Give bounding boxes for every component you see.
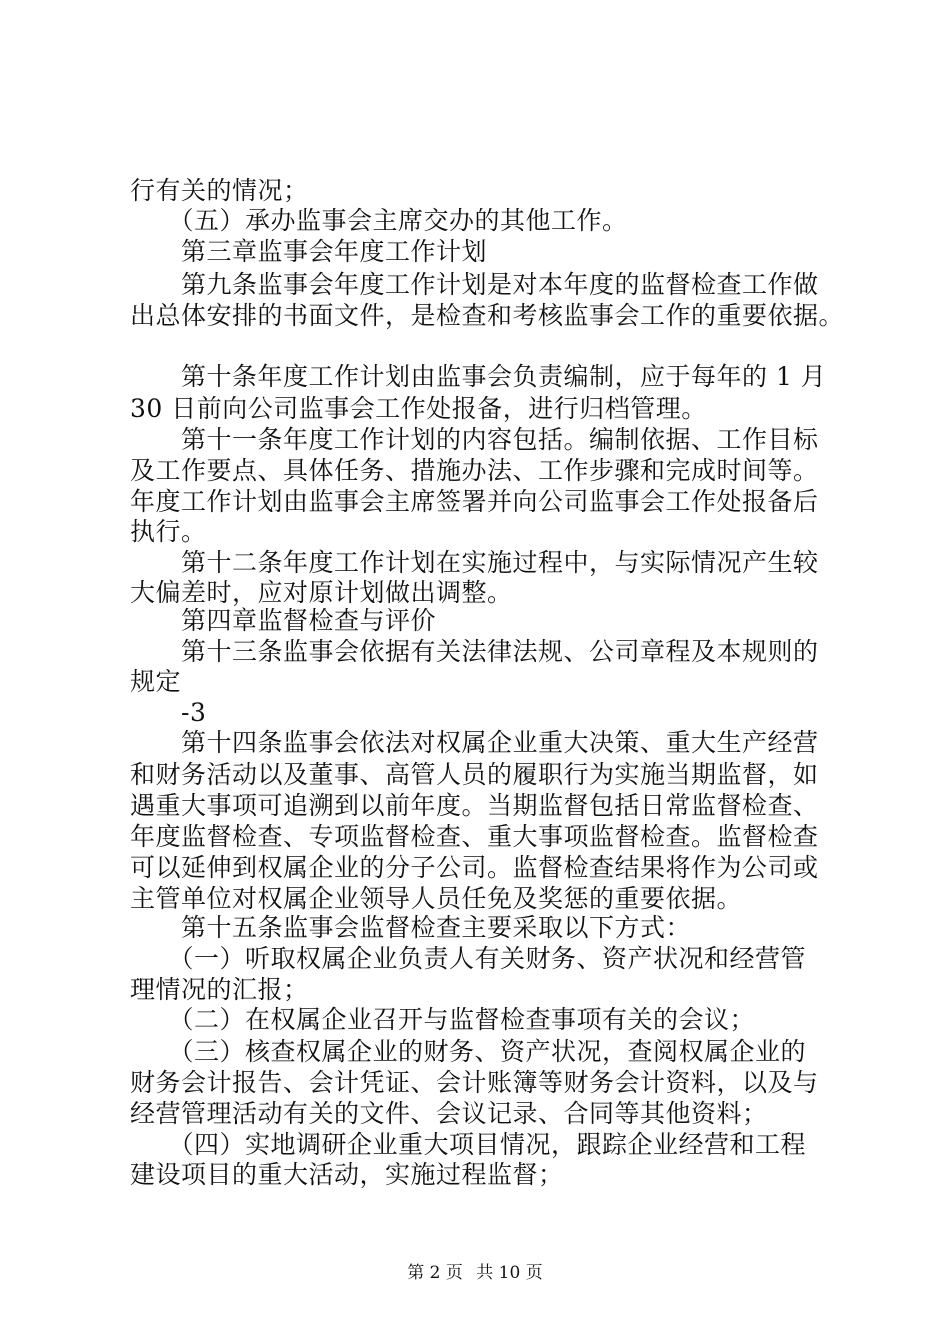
text-line: 第十四条监事会依法对权属企业重大决策、重大生产经营 — [130, 728, 819, 757]
text-line: 第十二条年度工作计划在实施过程中，与实际情况产生较 — [130, 548, 819, 577]
text-line: 年度监督检查、专项监督检查、重大事项监督检查。监督检查 — [130, 822, 819, 851]
text-line: 经营管理活动有关的文件、会议记录、合同等其他资料； — [130, 1099, 768, 1128]
text-line: 30 日前向公司监事会工作处报备，进行归档管理。 — [130, 394, 707, 423]
page-number: 第 2 页 — [407, 1263, 463, 1283]
text-line: 第十五条监事会监督检查主要采取以下方式： — [130, 913, 692, 942]
text-line: 第十三条监事会依据有关法律法规、公司章程及本规则的 — [130, 637, 819, 666]
page-footer — [0, 1262, 950, 1284]
text-line: 出总体安排的书面文件，是检查和考核监事会工作的重要依据。 — [130, 301, 845, 330]
text-line: 财务会计报告、会计凭证、会计账簿等财务会计资料，以及与 — [130, 1068, 819, 1097]
text-line: 建设项目的重大活动，实施过程监督； — [130, 1160, 564, 1189]
text-line: 可以延伸到权属企业的分子公司。监督检查结果将作为公司或 — [130, 853, 819, 882]
text-line: 行有关的情况； — [130, 176, 309, 205]
text-line: 第九条监事会年度工作计划是对本年度的监督检查工作做 — [130, 270, 819, 299]
page-total: 共 10 页 — [476, 1263, 543, 1283]
chapter-heading: 第三章监事会年度工作计划 — [130, 237, 488, 266]
text-line: 规定 — [130, 667, 182, 696]
text-line: 和财务活动以及董事、高管人员的履职行为实施当期监督，如 — [130, 760, 819, 789]
text-line: 大偏差时，应对原计划做出调整。 — [130, 578, 513, 607]
text-line: （四）实地调研企业重大项目情况，跟踪企业经营和工程 — [130, 1130, 807, 1159]
page-marker: -3 — [130, 698, 207, 727]
text-line: 理情况的汇报； — [130, 975, 309, 1004]
text-line: 遇重大事项可追溯到以前年度。当期监督包括日常监督检查、 — [130, 791, 819, 820]
text-line: 第十一条年度工作计划的内容包括。编制依据、工作目标 — [130, 425, 819, 454]
text-line: （一）听取权属企业负责人有关财务、资产状况和经营管 — [130, 944, 807, 973]
text-line: 执行。 — [130, 517, 207, 546]
text-line: （三）核查权属企业的财务、资产状况，查阅权属企业的 — [130, 1037, 807, 1066]
text-line: （二）在权属企业召开与监督检查事项有关的会议； — [130, 1005, 756, 1034]
text-line: 及工作要点、具体任务、措施办法、工作步骤和完成时间等。 — [130, 456, 819, 485]
text-line: 主管单位对权属企业领导人员任免及奖惩的重要依据。 — [130, 884, 743, 913]
text-line: 第十条年度工作计划由监事会负责编制，应于每年的 1 月 — [130, 362, 827, 391]
text-line: 年度工作计划由监事会主席签署并向公司监事会工作处报备后 — [130, 487, 819, 516]
chapter-heading: 第四章监督检查与评价 — [130, 606, 437, 635]
text-line: （五）承办监事会主席交办的其他工作。 — [130, 206, 628, 235]
